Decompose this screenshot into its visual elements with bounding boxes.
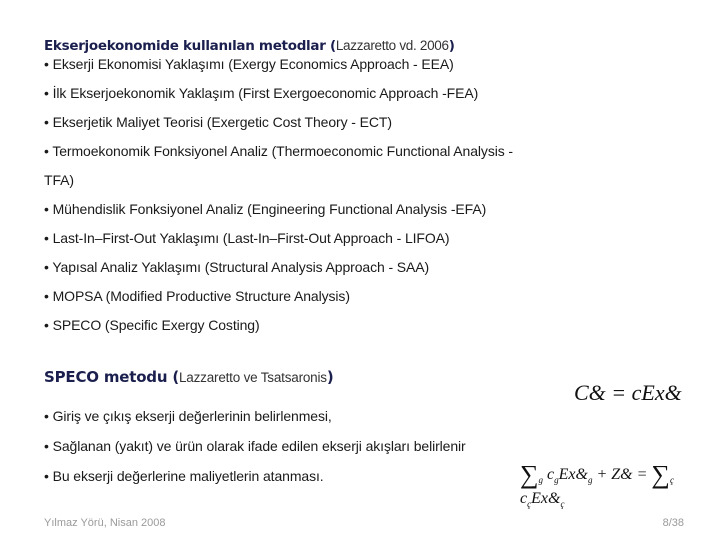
summation-symbol: ∑ (651, 460, 670, 489)
method-item-speco: • SPECO (Specific Exergy Costing) (44, 317, 260, 333)
heading-title: SPECO metodu ( (44, 368, 179, 386)
method-item-ect: • Ekserjetik Maliyet Teorisi (Exergetic Cost Theory - ECT) (44, 114, 392, 130)
summation-index: ç (669, 475, 674, 486)
speco-step-1: • Giriş ve çıkış ekserji değerlerinin belirlenmesi, (44, 408, 332, 424)
method-item-saa: • Yapısal Analiz Yaklaşımı (Structural Analysis Approach - SAA) (44, 259, 430, 275)
method-item-eea: • Ekserji Ekonomisi Yaklaşımı (Exergy Economics Approach - EEA) (44, 56, 454, 72)
cost-subscript: ç (527, 499, 532, 510)
footer-page-number: 8/38 (662, 517, 684, 529)
exergy-subscript: ç (560, 499, 565, 510)
heading-close-paren: ) (448, 38, 455, 54)
speco-step-2: • Sağlanan (yakıt) ve ürün olarak ifade edilen ekserji akışları belirlenir (44, 438, 466, 454)
exergy-term: Ex& (531, 490, 561, 507)
heading-reference: Lazzaretto vd. 2006 (335, 38, 449, 53)
exergy-term: Ex& (558, 466, 588, 483)
method-item-mopsa: • MOPSA (Modified Productive Structure Analysis) (44, 288, 350, 304)
cost-balance-equation (520, 460, 720, 509)
section-heading-methods (44, 38, 455, 54)
cost-rate-equation: C& = cEx& (574, 380, 682, 405)
investment-term: + Z& = (596, 466, 648, 483)
section-heading-speco (44, 368, 334, 386)
method-item-tfa-continued: TFA) (44, 172, 74, 188)
method-item-lifoa: • Last-In–First-Out Yaklaşımı (Last-In–First-Out Approach - LIFOA) (44, 230, 450, 246)
method-item-efa: • Mühendislik Fonksiyonel Analiz (Engineering Functional Analysis -EFA) (44, 201, 487, 217)
method-item-tfa: • Termoekonomik Fonksiyonel Analiz (Thermoeconomic Functional Analysis - (44, 143, 513, 159)
cost-term: c (520, 490, 528, 507)
heading-reference: Lazzaretto ve Tsatsaronis (179, 370, 327, 385)
summation-symbol: ∑ (520, 460, 539, 489)
cost-term: c (547, 466, 555, 483)
speco-step-3: • Bu ekserji değerlerine maliyetlerin atanması. (44, 468, 324, 484)
heading-title: Ekserjoekonomide kullanılan metodlar ( (44, 38, 336, 54)
summation-index: g (538, 475, 544, 486)
exergy-subscript: g (587, 475, 593, 486)
cost-subscript: g (554, 475, 559, 486)
footer-author: Yılmaz Yörü, Nisan 2008 (44, 517, 166, 529)
method-item-fea: • İlk Ekserjoekonomik Yaklaşım (First Exergoeconomic Approach -FEA) (44, 85, 479, 101)
heading-close-paren: ) (326, 368, 334, 386)
